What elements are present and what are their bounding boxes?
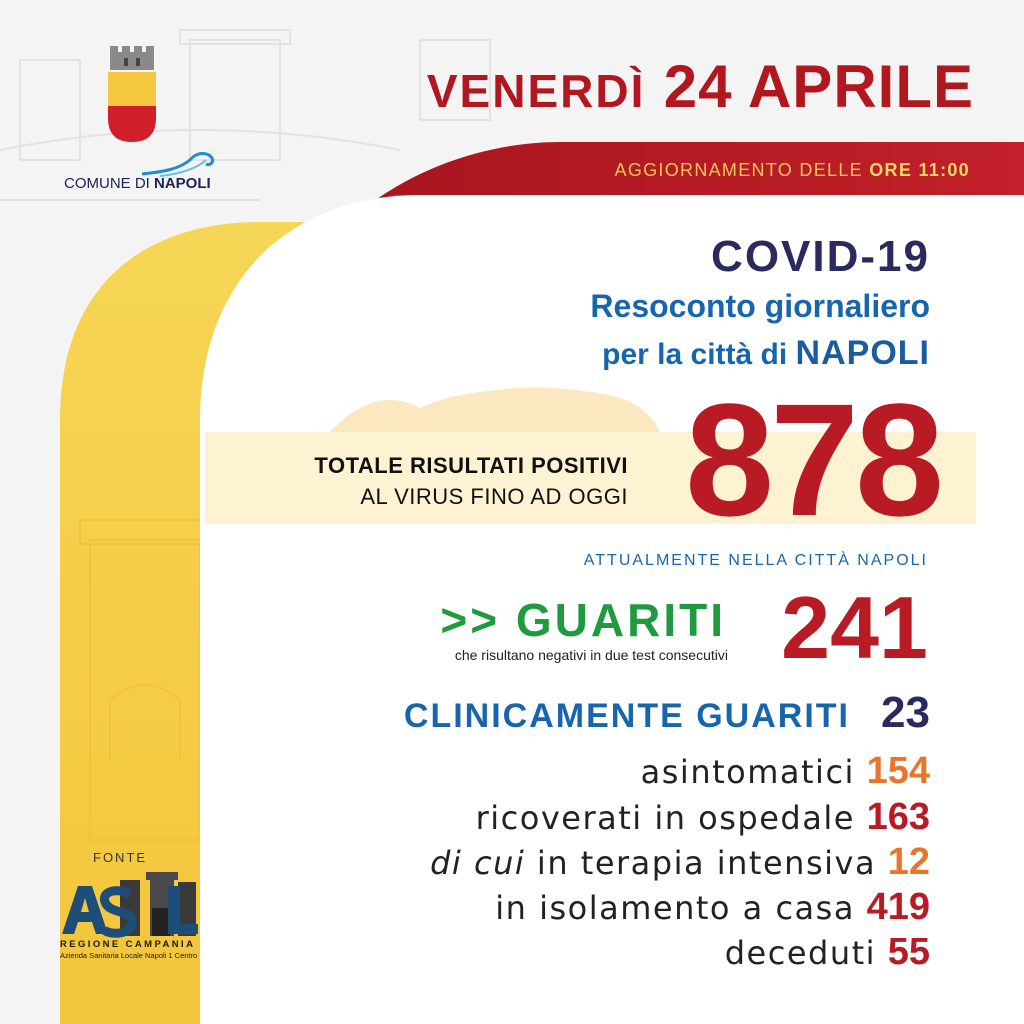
total-label-line2: AL VIRUS FINO AD OGGI	[360, 484, 628, 509]
city-line-prefix: per la città di	[602, 338, 796, 371]
date-value: 24 APRILE	[663, 53, 974, 120]
total-positive-value: 878	[685, 370, 940, 549]
stat-label: in terapia intensiva	[536, 844, 877, 882]
stat-label: deceduti	[724, 934, 877, 972]
update-hour: ORE 11:00	[869, 160, 970, 180]
stat-row-asymptomatic	[641, 750, 930, 793]
stat-prefix: di cui	[430, 844, 526, 882]
report-city-line	[602, 334, 930, 373]
stat-value: 12	[887, 841, 930, 883]
recovered-value: 241	[781, 578, 928, 677]
clinically-recovered-value: 23	[881, 688, 930, 737]
stat-value: 163	[866, 796, 930, 838]
total-label-line1: TOTALE RISULTATI POSITIVI	[314, 453, 628, 478]
recovered-sublabel: che risultano negativi in due test consecutivi	[454, 647, 728, 663]
stat-value: 154	[866, 750, 930, 792]
stat-value: 419	[866, 886, 930, 928]
date-day: VENERDÌ	[426, 65, 646, 117]
napoli-crest-icon	[104, 44, 160, 144]
covid-title: COVID-19	[711, 232, 930, 281]
logo-label-city: NAPOLI	[154, 175, 211, 192]
stat-label: ricoverati in ospedale	[475, 799, 855, 837]
stat-row-home-isolation	[495, 886, 930, 929]
stat-label: asintomatici	[640, 753, 855, 791]
city-name: NAPOLI	[795, 334, 930, 372]
recovered-title: GUARITI	[515, 594, 726, 646]
comune-di-napoli-label	[64, 175, 211, 192]
logo-label-prefix: COMUNE DI	[64, 175, 154, 192]
double-arrow-icon: >>	[440, 594, 501, 646]
asl-org-line2: Azienda Sanitaria Locale Napoli 1 Centro	[60, 951, 198, 960]
stat-label: in isolamento a casa	[495, 889, 855, 927]
asl-org-line1: REGIONE CAMPANIA	[60, 939, 196, 950]
current-city-label: ATTUALMENTE NELLA CITTÀ NAPOLI	[583, 552, 928, 569]
stat-row-deceased	[725, 931, 930, 974]
stat-row-hospitalized	[476, 796, 930, 839]
report-subtitle: Resoconto giornaliero	[590, 288, 930, 324]
clinically-recovered-label: CLINICAMENTE GUARITI	[403, 697, 850, 735]
source-label: FONTE	[93, 850, 148, 865]
recovered-label	[440, 593, 726, 647]
stat-value: 55	[887, 931, 930, 973]
date-header	[427, 52, 974, 121]
update-time	[615, 160, 970, 181]
stat-row-intensive-care	[430, 841, 930, 884]
wave-logo-icon	[140, 148, 220, 178]
asl-logo-icon	[60, 872, 200, 938]
update-prefix: AGGIORNAMENTO DELLE	[614, 160, 870, 180]
